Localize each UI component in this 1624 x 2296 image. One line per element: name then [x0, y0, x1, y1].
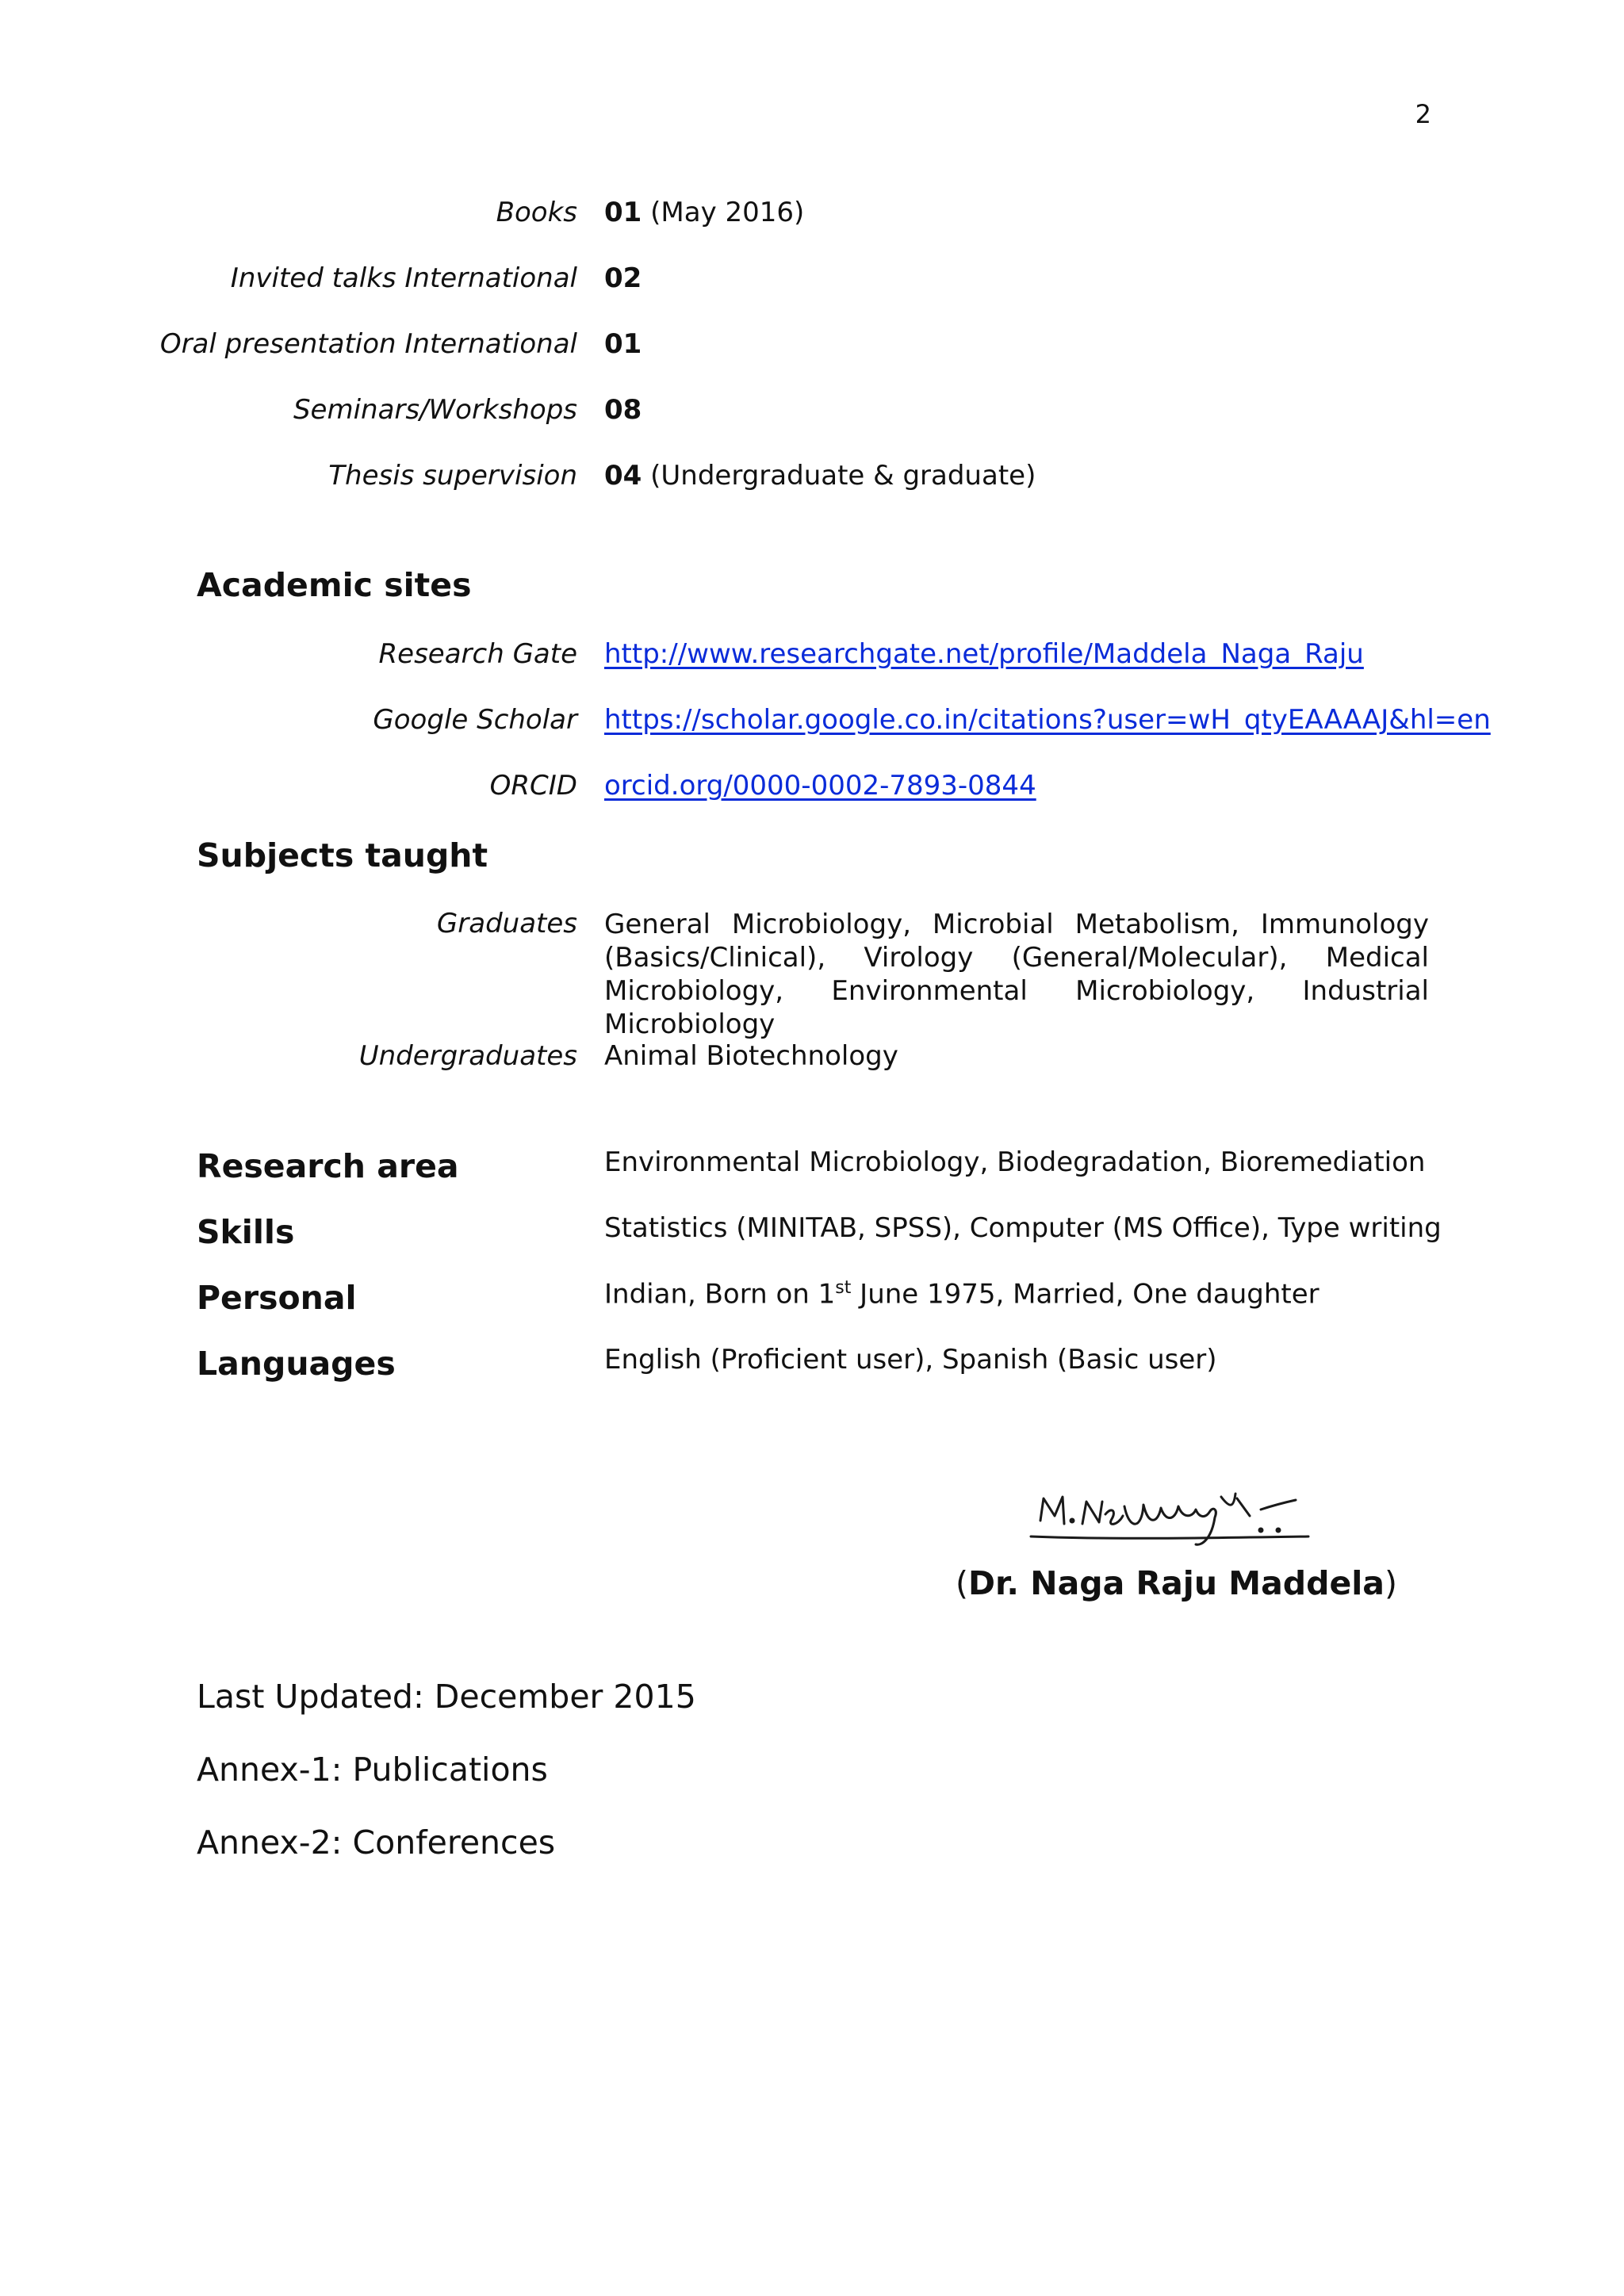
graduates-label: Graduates	[436, 908, 577, 939]
subjects-taught-heading: Subjects taught	[197, 836, 488, 874]
page-number: 2	[1415, 99, 1431, 129]
languages-value: English (Proficient user), Spanish (Basic user)	[604, 1344, 1217, 1376]
annex-2: Annex-2: Conferences	[197, 1823, 556, 1862]
stat-value: 01 (May 2016)	[604, 197, 805, 228]
research-area-value: Environmental Microbiology, Biodegradation, Bioremediation	[604, 1146, 1426, 1178]
academic-sites-heading: Academic sites	[197, 566, 472, 604]
orcid-link[interactable]: orcid.org/0000-0002-7893-0844	[604, 770, 1036, 802]
stat-value: 04 (Undergraduate & graduate)	[604, 460, 1036, 492]
undergraduates-subjects: Animal Biotechnology	[604, 1040, 898, 1072]
stat-label: Seminars/Workshops	[293, 394, 577, 426]
last-updated: Last Updated: December 2015	[197, 1678, 696, 1716]
signatory-name: (Dr. Naga Raju Maddela)	[956, 1564, 1397, 1602]
stat-value: 02	[604, 262, 642, 294]
annex-1: Annex-1: Publications	[197, 1751, 548, 1789]
stat-label: Invited talks International	[230, 262, 577, 294]
skills-heading: Skills	[197, 1213, 295, 1251]
handwritten-signature	[1023, 1475, 1316, 1562]
stat-label: Thesis supervision	[328, 460, 577, 492]
graduates-subjects: General Microbiology, Microbial Metabolism, Immunology (Basics/Clinical), Virology (General/Molecular), Medical Microbiology, Environmental Microbiology, Industrial Microbiology	[604, 909, 1429, 1040]
site-label: Google Scholar	[373, 704, 577, 736]
research-area-heading: Research area	[197, 1147, 459, 1185]
research-gate-link[interactable]: http://www.researchgate.net/profile/Maddela_Naga_Raju	[604, 638, 1364, 670]
site-label: Research Gate	[378, 638, 577, 670]
stat-label: Oral presentation International	[159, 328, 577, 360]
stat-value: 08	[604, 394, 642, 426]
skills-value: Statistics (MINITAB, SPSS), Computer (MS Office), Type writing	[604, 1212, 1442, 1244]
languages-heading: Languages	[197, 1345, 396, 1383]
stat-value: 01	[604, 328, 642, 360]
personal-value: Indian, Born on 1st June 1975, Married, One daughter	[604, 1278, 1320, 1311]
undergraduates-label: Undergraduates	[358, 1040, 577, 1072]
google-scholar-link[interactable]: https://scholar.google.co.in/citations?user=wH_qtyEAAAAJ&hl=en	[604, 704, 1491, 736]
site-label: ORCID	[489, 770, 577, 802]
stat-label: Books	[496, 197, 577, 228]
personal-heading: Personal	[197, 1279, 357, 1317]
